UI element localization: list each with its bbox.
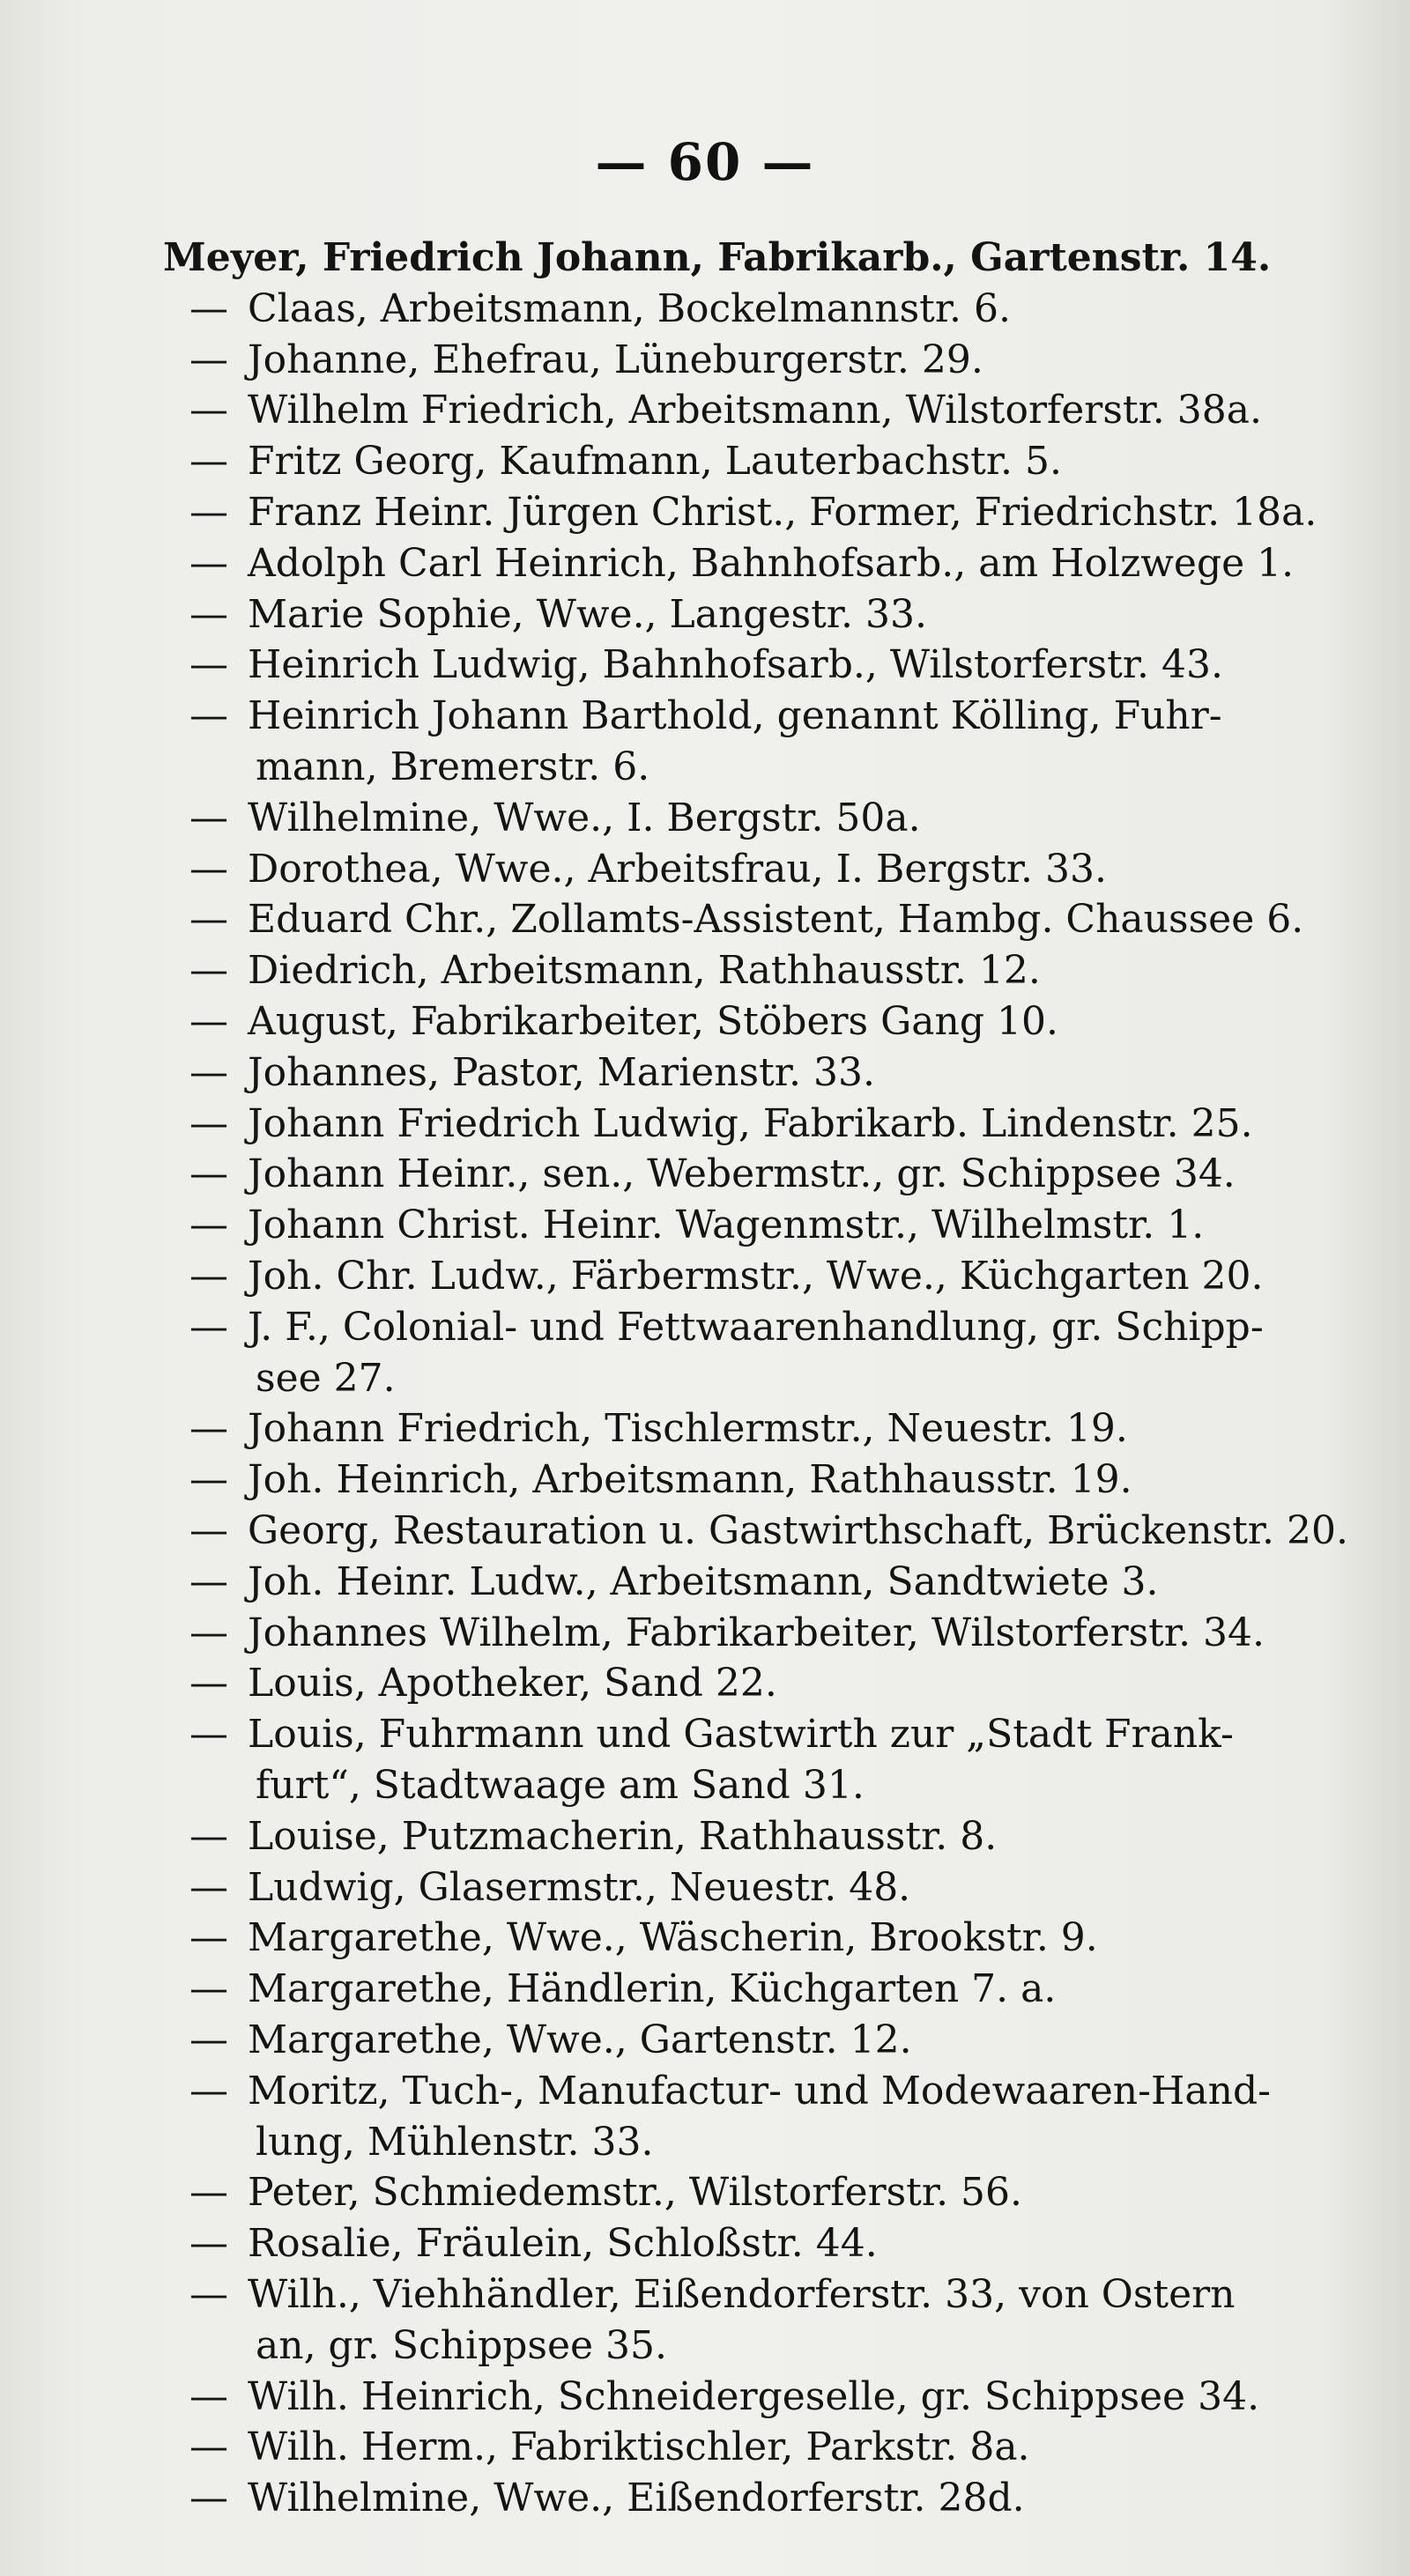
ditto-dash: — [189,1712,228,1757]
entry-text: Louis, Apotheker, Sand 22. [248,1661,777,1706]
entry-text: Margarethe, Händlerin, Küchgarten 7. a. [248,1966,1057,2011]
entry-line [189,1402,1128,1456]
entry-line [189,1656,777,1711]
ditto-dash: — [189,439,228,484]
entry-line [189,1453,1132,1507]
entry-line [189,2268,1236,2322]
entry-line [189,1198,1204,1253]
entry-line [189,638,1223,692]
entry-continuation-text: an, gr. Schippsee 35. [256,2323,668,2368]
entry-text: Dorothea, Wwe., Arbeitsfrau, I. Bergstr. 33. [248,847,1107,892]
ditto-dash: — [189,1814,228,1859]
ditto-dash: — [189,490,228,535]
ditto-dash: — [189,1610,228,1655]
entry-line [189,1962,1056,2017]
entry-line [189,282,1011,337]
entry-line [189,2217,878,2271]
entry-line [189,892,1303,947]
entry-text: Johann Friedrich Ludwig, Fabrikarb. Lindenstr. 25. [248,1101,1253,1146]
entry-text: Eduard Chr., Zollamts-Assistent, Hambg. Chaussee 6. [248,897,1304,942]
entry-line [189,588,927,642]
ditto-dash: — [189,1050,228,1095]
entry-text: Wilh., Viehhändler, Eißendorferstr. 33, von Ostern [248,2272,1236,2317]
entry-text: Peter, Schmiedemstr., Wilstorferstr. 56. [248,2170,1023,2215]
entry-text: Louise, Putzmacherin, Rathhausstr. 8. [248,1814,998,1859]
entry-text: Marie Sophie, Wwe., Langestr. 33. [248,592,927,637]
entry-text: Fritz Georg, Kaufmann, Lauterbachstr. 5. [248,439,1062,484]
entry-line [189,2013,912,2068]
ditto-dash: — [189,1457,228,1502]
ditto-dash: — [189,847,228,892]
entry-line [189,1147,1236,1202]
entry-line [189,1861,910,1915]
ditto-dash: — [189,337,228,382]
entry-text: Johannes, Pastor, Marienstr. 33. [248,1050,875,1095]
entry-text: Wilh. Herm., Fabriktischler, Parkstr. 8a. [248,2424,1030,2469]
entry-text: Margarethe, Wwe., Wäscherin, Brookstr. 9. [248,1915,1098,1960]
ditto-dash: — [189,592,228,637]
entry-line [189,1810,997,1864]
entry-line [189,537,1294,591]
entry-text: Johannes Wilhelm, Fabrikarbeiter, Wilstorferstr. 34. [248,1610,1265,1655]
entry-continuation-text: mann, Bremerstr. 6. [256,744,650,789]
entry-line [189,1046,875,1100]
entry-text: Margarethe, Wwe., Gartenstr. 12. [248,2017,912,2062]
ditto-dash: — [189,1508,228,1553]
ditto-dash: — [189,1305,228,1350]
entry-line [189,2420,1030,2475]
ditto-dash: — [189,642,228,687]
ditto-dash: — [189,1203,228,1247]
entry-text: Franz Heinr. Jürgen Christ., Former, Friedrichstr. 18a. [248,490,1317,535]
entry-line [256,740,649,795]
entry-text: J. F., Colonial- und Fettwaarenhandlung, gr. Schipp- [248,1305,1264,1350]
entry-continuation-text: see 27. [256,1356,396,1401]
entry-text: Wilhelmine, Wwe., Eißendorferstr. 28d. [248,2476,1025,2520]
entry-text: Diedrich, Arbeitsmann, Rathhausstr. 12. [248,948,1041,993]
ditto-dash: — [189,2374,228,2419]
ditto-dash: — [189,1151,228,1196]
entry-line [189,1911,1098,1965]
ditto-dash: — [189,2272,228,2317]
entry-text: Johann Christ. Heinr. Wagenmstr., Wilhelmstr. 1. [248,1203,1205,1247]
ditto-dash: — [189,1101,228,1146]
ditto-dash: — [189,2221,228,2266]
entry-line [189,485,1317,540]
ditto-dash: — [189,1406,228,1451]
entry-line [189,2165,1022,2220]
entry-line [256,2115,653,2170]
entry-text: Adolph Carl Heinrich, Bahnhofsarb., am Holzwege 1. [248,541,1295,586]
ditto-dash: — [189,948,228,993]
entry-line [256,2319,667,2373]
entry-text: Joh. Chr. Ludw., Färbermstr., Wwe., Küchgarten 20. [248,1254,1264,1299]
entry-line [256,1351,396,1406]
entry-text: August, Fabrikarbeiter, Stöbers Gang 10. [248,999,1058,1044]
entry-line [189,995,1058,1049]
ditto-dash: — [189,2069,228,2113]
entry-text: Wilhelm Friedrich, Arbeitsmann, Wilstorferstr. 38a. [248,388,1262,433]
entry-line [189,333,983,388]
ditto-dash: — [189,2170,228,2215]
entry-text: Johann Heinr., sen., Webermstr., gr. Schippsee 34. [248,1151,1236,1196]
entry-text: Wilhelmine, Wwe., I. Bergstr. 50a. [248,796,921,840]
ditto-dash: — [189,693,228,738]
entry-text: Johann Friedrich, Tischlermstr., Neuestr. 19. [248,1406,1128,1451]
ditto-dash: — [189,1254,228,1299]
entry-line [189,1555,1159,1610]
entry-heading-text: Meyer, Friedrich Johann, Fabrikarb., Gartenstr. 14. [163,235,1272,280]
ditto-dash: — [189,388,228,433]
entry-line [189,791,921,846]
ditto-dash: — [189,2424,228,2469]
entry-line [189,2064,1271,2119]
entry-continuation-text: furt“, Stadtwaage am Sand 31. [256,1763,865,1808]
entry-text: Johanne, Ehefrau, Lüneburgerstr. 29. [248,337,983,382]
ditto-dash: — [189,541,228,586]
ditto-dash: — [189,2476,228,2520]
entry-line [189,842,1107,897]
entry-line [189,1707,1234,1762]
entry-line [189,1504,1348,1558]
entry-heading-line [163,231,1271,285]
entry-text: Claas, Arbeitsmann, Bockelmannstr. 6. [248,286,1011,331]
ditto-dash: — [189,796,228,840]
ditto-dash: — [189,2017,228,2062]
ditto-dash: — [189,1559,228,1604]
entry-continuation-text: lung, Mühlenstr. 33. [256,2120,654,2165]
entry-line [189,944,1041,998]
entry-line [189,2370,1259,2424]
entry-text: Ludwig, Glasermstr., Neuestr. 48. [248,1865,911,1910]
entry-text: Louis, Fuhrmann und Gastwirth zur „Stadt Frank- [248,1712,1234,1757]
ditto-dash: — [189,1865,228,1910]
page-number: — 60 — [595,132,815,192]
ditto-dash: — [189,1966,228,2011]
ditto-dash: — [189,999,228,1044]
ditto-dash: — [189,286,228,331]
entry-line [189,689,1222,744]
entry-line [189,1249,1264,1304]
entry-text: Wilh. Heinrich, Schneidergeselle, gr. Schippsee 34. [248,2374,1260,2419]
entry-line [189,1097,1253,1151]
entry-line [256,1758,865,1813]
entry-line [189,2471,1025,2526]
ditto-dash: — [189,897,228,942]
entry-text: Georg, Restauration u. Gastwirthschaft, Brückenstr. 20. [248,1508,1348,1553]
entry-line [189,383,1262,438]
entry-text: Heinrich Ludwig, Bahnhofsarb., Wilstorferstr. 43. [248,642,1223,687]
entry-text: Moritz, Tuch-, Manufactur- und Modewaaren-Hand- [248,2069,1271,2113]
entry-line [189,1606,1265,1661]
ditto-dash: — [189,1915,228,1960]
entry-text: Joh. Heinr. Ludw., Arbeitsmann, Sandtwiete 3. [248,1559,1159,1604]
entry-text: Joh. Heinrich, Arbeitsmann, Rathhausstr. 19. [248,1457,1132,1502]
entry-text: Heinrich Johann Barthold, genannt Kölling, Fuhr- [248,693,1222,738]
entry-text: Rosalie, Fräulein, Schloßstr. 44. [248,2221,878,2266]
ditto-dash: — [189,1661,228,1706]
entry-line [189,1300,1264,1355]
entry-line [189,434,1062,489]
